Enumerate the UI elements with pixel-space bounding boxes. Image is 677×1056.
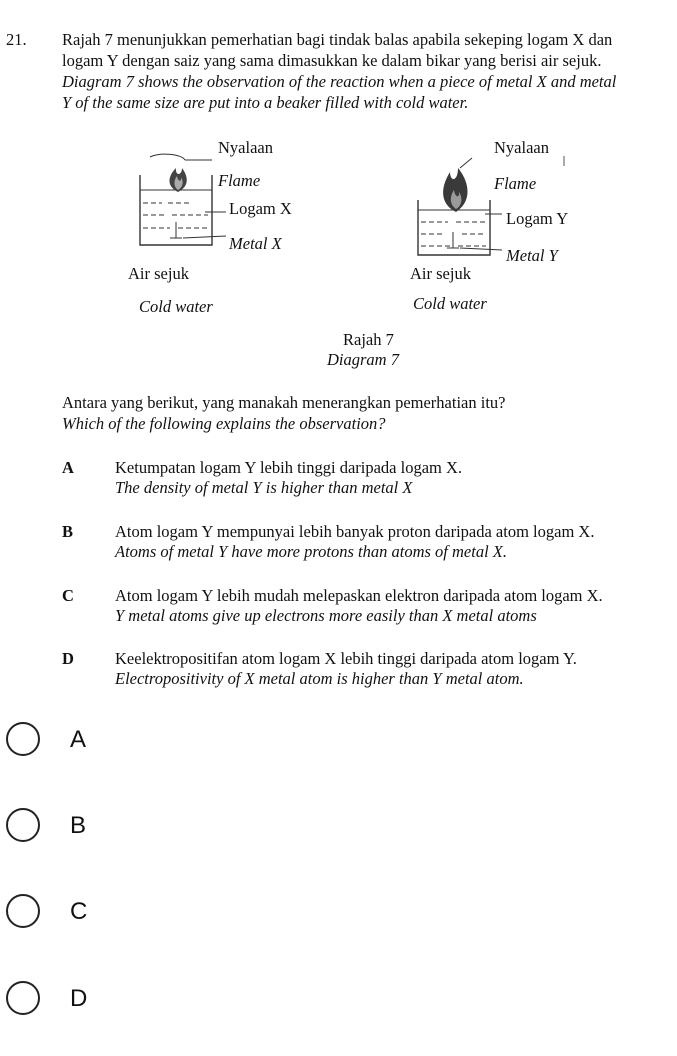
- radio-c[interactable]: [6, 894, 40, 928]
- option-c-text-ms: Atom logam Y lebih mudah melepaskan elektron daripada atom logam X.: [115, 586, 603, 605]
- option-d-text-ms: Keelektropositifan atom logam X lebih tinggi daripada atom logam Y.: [115, 649, 577, 668]
- radio-b[interactable]: [6, 808, 40, 842]
- option-b-letter: B: [62, 522, 74, 541]
- option-a-letter: A: [62, 458, 74, 477]
- answer-choices: [0, 700, 677, 1056]
- right-water-label-en: Cold water: [413, 294, 487, 313]
- option-c-letter: C: [62, 586, 74, 605]
- stem-english-line-2: Y of the same size are put into a beaker filled with cold water.: [62, 93, 469, 112]
- stem-malay-line-2: logam Y dengan saiz yang sama dimasukkan ke dalam bikar yang berisi air sejuk.: [62, 51, 602, 70]
- left-water-label-en: Cold water: [139, 297, 213, 316]
- prompt-en: Which of the following explains the observation?: [62, 414, 386, 433]
- answer-choice-d[interactable]: [0, 964, 677, 1034]
- option-c-text-en: Y metal atoms give up electrons more easily than X metal atoms: [115, 606, 537, 625]
- stem-english-line-1: Diagram 7 shows the observation of the reaction when a piece of metal X and metal: [62, 72, 617, 91]
- answer-choice-a[interactable]: [0, 700, 677, 770]
- right-metal-label-en: Metal Y: [506, 246, 558, 265]
- left-flame-label-en: Flame: [218, 171, 261, 190]
- right-flame-label-ms: Nyalaan: [494, 138, 549, 157]
- option-a-text-ms: Ketumpatan logam Y lebih tinggi daripada logam X.: [115, 458, 463, 477]
- answer-label-d[interactable]: D: [70, 985, 88, 1012]
- right-flame-label-en: Flame: [494, 174, 537, 193]
- answer-label-b[interactable]: B: [70, 812, 87, 839]
- answer-choice-c[interactable]: [0, 876, 677, 946]
- question-number: 21.: [6, 30, 27, 49]
- right-water-label-ms: Air sejuk: [410, 264, 471, 283]
- answer-label-a[interactable]: A: [70, 726, 87, 753]
- prompt-ms: Antara yang berikut, yang manakah menerangkan pemerhatian itu?: [62, 393, 506, 412]
- flame-left-icon: [150, 154, 212, 192]
- reaction-diagram: [0, 0, 677, 330]
- answer-label-c[interactable]: C: [70, 898, 88, 925]
- radio-d[interactable]: [6, 981, 40, 1015]
- right-metal-label-ms: Logam Y: [506, 209, 569, 228]
- left-water-label-ms: Air sejuk: [128, 264, 189, 283]
- option-b-text-ms: Atom logam Y mempunyai lebih banyak proton daripada atom logam X.: [115, 522, 595, 541]
- option-d-letter: D: [62, 649, 74, 668]
- diagram-caption-en: Diagram 7: [327, 350, 399, 369]
- diagram-caption-ms: Rajah 7: [343, 330, 394, 349]
- stem-malay-line-1: Rajah 7 menunjukkan pemerhatian bagi tindak balas apabila sekeping logam X dan: [62, 30, 613, 49]
- option-a-text-en: The density of metal Y is higher than metal X: [115, 478, 413, 497]
- option-b-text-en: Atoms of metal Y have more protons than atoms of metal X.: [115, 542, 508, 561]
- radio-a[interactable]: [6, 722, 40, 756]
- left-metal-label-ms: Logam X: [229, 199, 292, 218]
- option-d-text-en: Electropositivity of X metal atom is higher than Y metal atom.: [115, 669, 524, 688]
- left-flame-label-ms: Nyalaan: [218, 138, 273, 157]
- left-metal-label-en: Metal X: [229, 234, 282, 253]
- answer-choice-b[interactable]: [0, 788, 677, 858]
